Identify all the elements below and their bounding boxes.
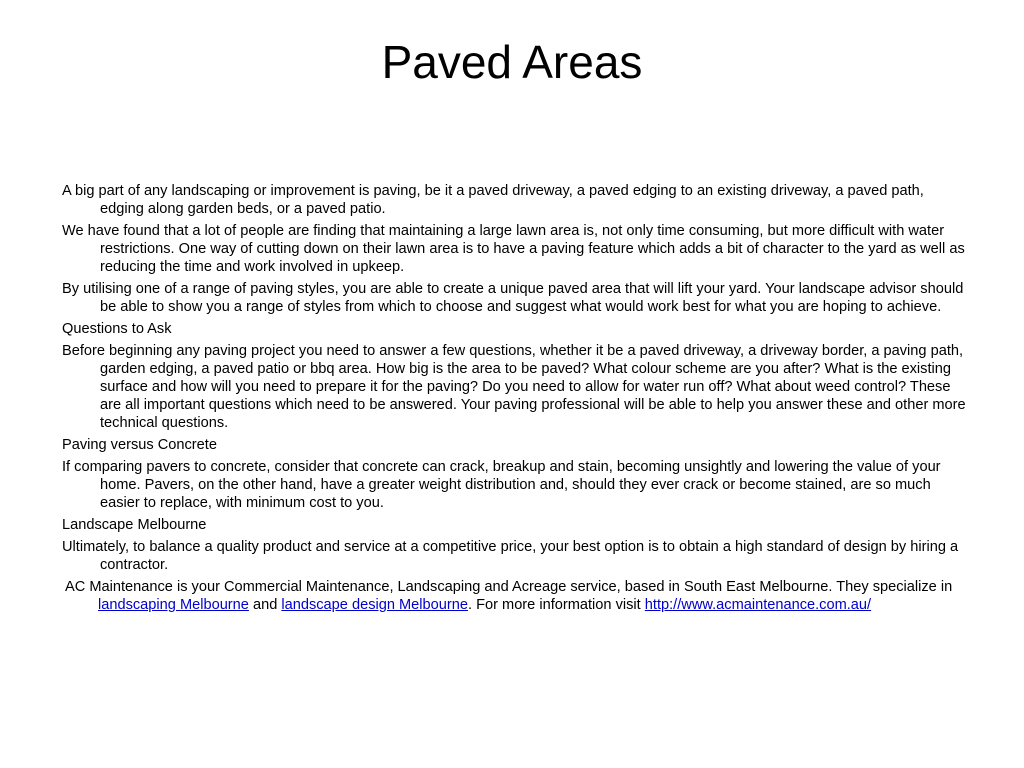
link-landscaping-melbourne[interactable]: landscaping Melbourne <box>98 597 249 613</box>
paragraph-pavers-vs-concrete: If comparing pavers to concrete, consider that concrete can crack, breakup and stain, becoming unsightly and lowering the value of your home. Pavers, on the other hand, have a greater weight distribution and, should they ever crack or become stained, are so much easier to replace, with minimum cost to you. <box>62 459 941 511</box>
link-company-website[interactable]: http://www.acmaintenance.com.au/ <box>644 597 872 613</box>
company-info-and: and <box>248 597 282 613</box>
company-info-visit: . For more information visit <box>467 597 645 613</box>
paragraph-paving-intro: A big part of any landscaping or improvement is paving, be it a paved driveway, a paved edging to an existing driveway, a paved path, edging along garden beds, or a paved patio. <box>62 183 924 217</box>
heading-questions-to-ask: Questions to Ask <box>62 321 172 337</box>
paragraph-contractor: Ultimately, to balance a quality product and service at a competitive price, your best option is to obtain a high standard of design by hiring a contractor. <box>62 539 959 573</box>
company-info-text: AC Maintenance is your Commercial Maintenance, Landscaping and Acreage service, based in South East Melbourne. They specialize in <box>65 579 953 595</box>
slide-body <box>62 182 967 618</box>
link-landscape-design-melbourne[interactable]: landscape design Melbourne <box>281 597 468 613</box>
paragraph-paving-styles: By utilising one of a range of paving styles, you are able to create a unique paved area that will lift your yard. Your landscape advisor should be able to show you a range of styles from which to choose and suggest what would work best for what you are hoping to achieve. <box>62 281 964 315</box>
heading-paving-vs-concrete: Paving versus Concrete <box>62 437 217 453</box>
paragraph-questions: Before beginning any paving project you need to answer a few questions, whether it be a paved driveway, a driveway border, a paving path, garden edging, a paved patio or bbq area. How big is the area to be paved? What colour scheme are you after? What is the existing surface and how will you need to prepare it for the paving? Do you need to allow for water run off? What about weed control? These are all important questions which need to be answered. Your paving professional will be able to help you answer these and other more technical questions. <box>62 343 966 431</box>
slide-title: Paved Areas <box>381 36 643 88</box>
heading-landscape-melbourne: Landscape Melbourne <box>62 517 207 533</box>
paragraph-company-info <box>62 578 967 614</box>
paragraph-lawn-maintenance: We have found that a lot of people are finding that maintaining a large lawn area is, not only time consuming, but more difficult with water restrictions. One way of cutting down on their lawn area is to have a paving feature which adds a bit of character to the yard as well as reducing the time and work involved in upkeep. <box>62 223 965 275</box>
